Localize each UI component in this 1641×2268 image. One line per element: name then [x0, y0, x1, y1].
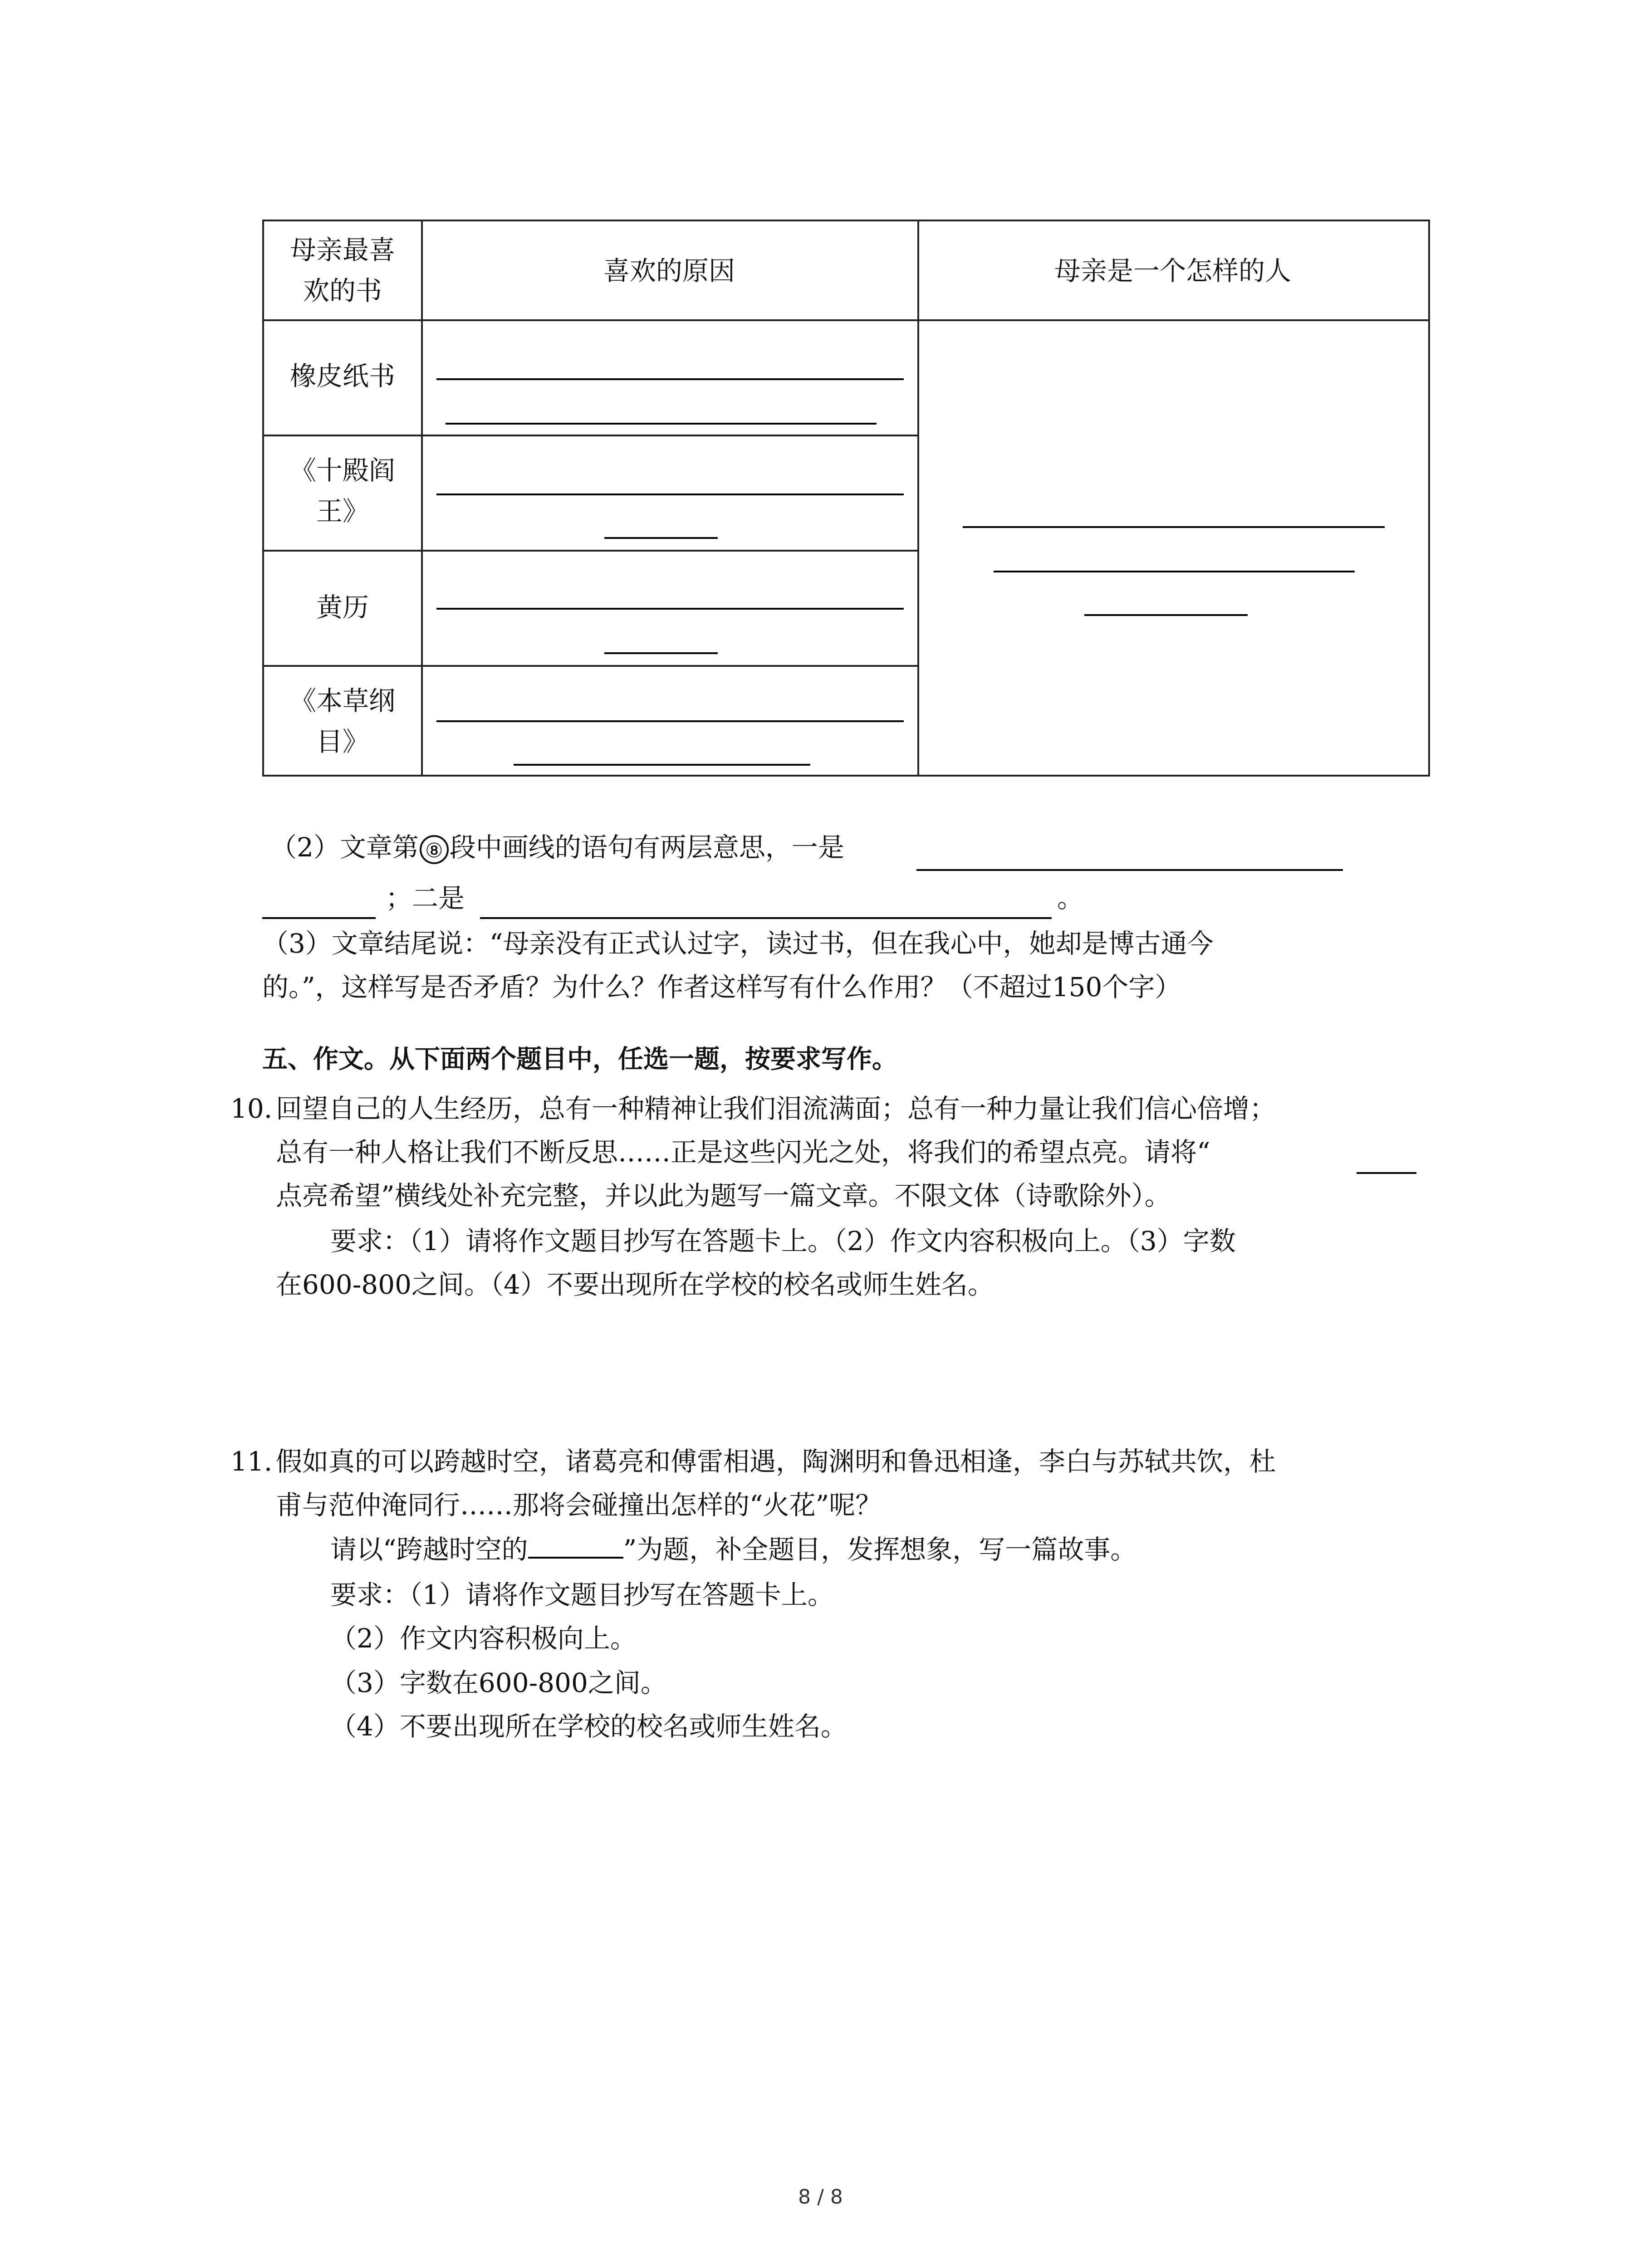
answer-blank[interactable] [528, 1533, 623, 1559]
question-3-line2: 的。”，这样写是否矛盾？为什么？作者这样写有什么作用？（不超过150个字） [262, 972, 1181, 1002]
table-divider [917, 221, 919, 775]
question-10-line5: 在600-800之间。（4）不要出现所在学校的校名或师生姓名。 [276, 1269, 994, 1300]
table-row-label: 橡皮纸书 [289, 361, 395, 391]
question-11-line3: 请以“跨越时空的 ”为题，补全题目，发挥想象，写一篇故事。 [330, 1534, 1137, 1565]
answer-blank[interactable] [1084, 614, 1248, 616]
answer-blank[interactable] [604, 537, 718, 539]
question-10-line2: 总有一种人格让我们不断反思……正是这些闪光之处，将我们的希望点亮。请将“ [276, 1137, 1210, 1168]
section-heading: 五、作文。从下面两个题目中，任选一题，按要求写作。 [262, 1045, 897, 1074]
requirement-1: 要求：（1）请将作文题目抄写在答题卡上。 [330, 1579, 834, 1610]
answer-blank[interactable] [262, 917, 376, 919]
table-divider [421, 221, 423, 775]
answer-blank[interactable] [514, 764, 810, 766]
table-row-label: 《本草纲目》 [289, 685, 395, 757]
question-number: 10. [230, 1093, 273, 1124]
table-row-label: 黄历 [316, 592, 369, 623]
circled-number: ⑧ [420, 835, 449, 864]
question-11-line2: 甫与范仲淹同行……那将会碰撞出怎样的“火花”呢？ [276, 1490, 882, 1520]
question-2-end: 。 [1057, 883, 1084, 914]
requirement-2: （2）作文内容积极向上。 [330, 1623, 637, 1654]
table-header-mother: 母亲是一个怎样的人 [1054, 255, 1291, 286]
table-divider [264, 665, 917, 667]
answer-blank[interactable] [963, 526, 1385, 528]
page-number: 8 / 8 [798, 2185, 843, 2209]
requirement-3: （3）字数在600-800之间。 [330, 1667, 667, 1698]
table-divider [264, 550, 917, 552]
question-10-line1: 回望自己的人生经历，总有一种精神让我们泪流满面；总有一种力量让我们信心倍增； [276, 1093, 1276, 1124]
table-divider [264, 319, 1428, 321]
question-10-line4: 要求：（1）请将作文题目抄写在答题卡上。（2）作文内容积极向上。（3）字数 [330, 1226, 1236, 1256]
question-number: 11. [230, 1446, 273, 1477]
table-divider [264, 435, 917, 436]
requirement-4: （4）不要出现所在学校的校名或师生姓名。 [330, 1711, 847, 1742]
answer-blank[interactable] [446, 423, 877, 425]
question-10-line3: 点亮希望”横线处补充完整，并以此为题写一篇文章。不限文体（诗歌除外）。 [276, 1180, 1171, 1211]
answer-blank[interactable] [480, 917, 1052, 919]
question-3-line1: （3）文章结尾说：“母亲没有正式认过字，读过书，但在我心中，她却是博古通今 [262, 928, 1214, 959]
answer-blank[interactable] [994, 571, 1355, 572]
question-2-line1: （2）文章第 ⑧ 段中画线的语句有两层意思，一是 [270, 829, 844, 865]
question-11-line1: 假如真的可以跨越时空，诸葛亮和傅雷相遇，陶渊明和鲁迅相逢，李白与苏轼共饮，杜 [276, 1446, 1276, 1477]
table-header-book: 母亲最喜欢的书 [289, 235, 395, 306]
answer-blank[interactable] [916, 869, 1343, 871]
table-row-label: 《十殿阎王》 [289, 455, 395, 527]
answer-blank[interactable] [436, 494, 904, 495]
answer-blank[interactable] [604, 652, 718, 654]
answer-blank[interactable] [436, 720, 904, 722]
answer-blank[interactable] [436, 608, 904, 610]
question-2-sep: ；二是 [386, 883, 465, 914]
answer-blank[interactable] [436, 378, 904, 380]
answer-blank[interactable] [1357, 1172, 1416, 1174]
answer-table [262, 220, 1430, 777]
table-header-reason: 喜欢的原因 [603, 255, 735, 286]
